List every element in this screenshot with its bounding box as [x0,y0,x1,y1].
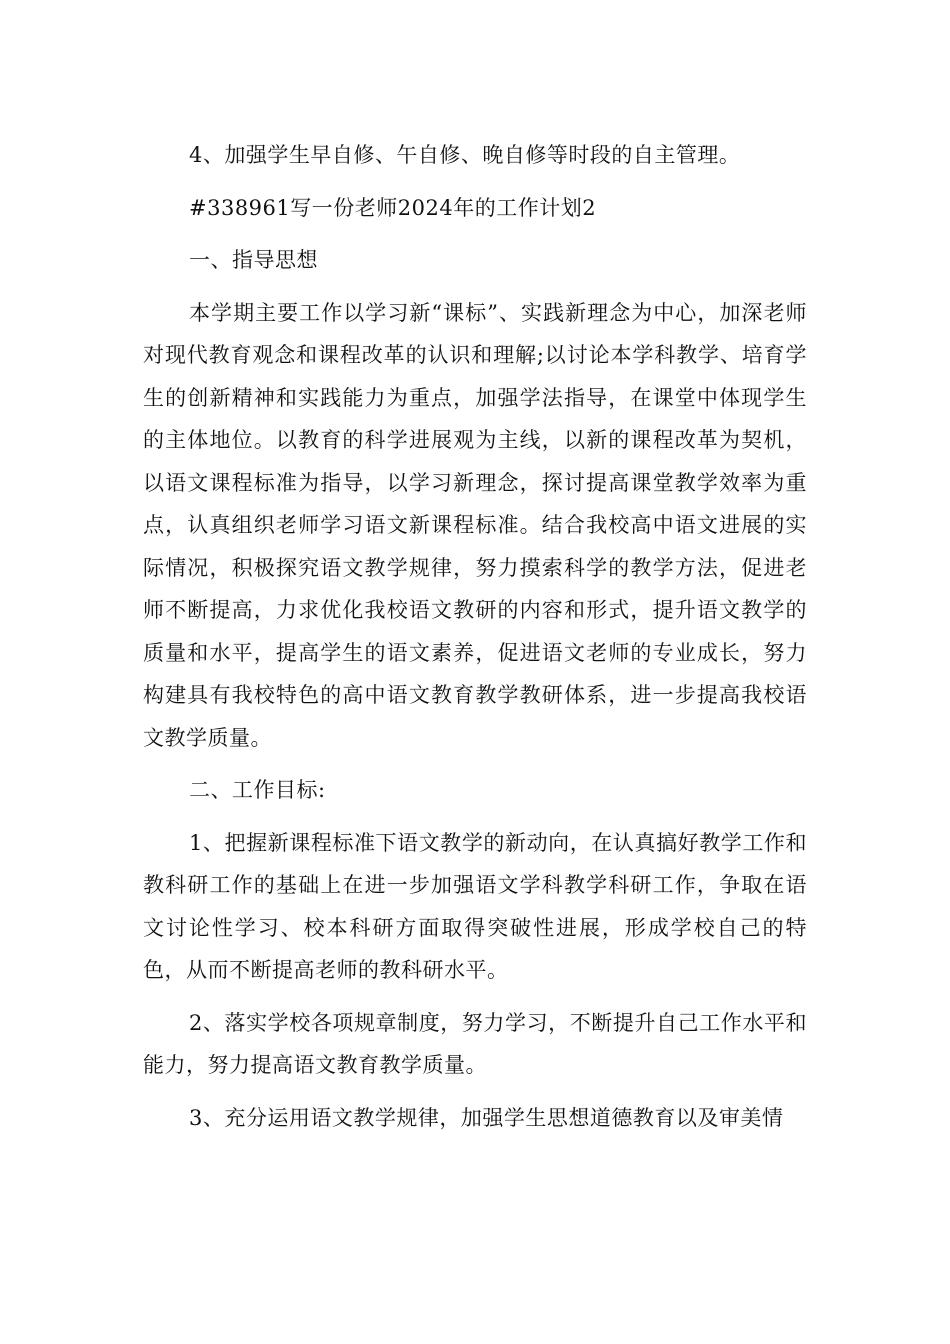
list-item-goal-3: 3、充分运用语文教学规律，加强学生思想道德教育以及审美情 [189,1105,784,1130]
list-item-goal-2: 2、落实学校各项规章制度，努力学习，不断提升自己工作水平和能力，努力提高语文教育教学质量。 [143,1010,807,1077]
document-title: #338961写一份老师2024年的工作计划2 [189,195,597,220]
list-item-self-management: 4、加强学生早自修、午自修、晚自修等时段的自主管理。 [189,143,741,167]
body-paragraph-guiding-thought: 本学期主要工作以学习新“课标”、实践新理念为中心，加深老师对现代教育观念和课程改革的认识和理解;以讨论本学科教学、培育学生的创新精神和实践能力为重点，加强学法指导，在课堂中体现学生的主体地位。以教育的科学进展观为主线，以新的课程改革为契机，以语文课程标准为指导，以学习新理念，探讨提高课堂教学效率为重点，认真组织老师学习语文新课程标准。结合我校高中语文进展的实际情况，积极探究语文教学规律，努力摸索科学的教学方法，促进老师不断提高，力求优化我校语文教研的内容和形式，提升语文教学的质量和水平，提高学生的语文素养，促进语文老师的专业成长，努力构建具有我校特色的高中语文教育教学教研体系，进一步提高我校语文教学质量。 [143,300,807,750]
document-body [143,134,807,1139]
section-heading-work-goals: 二、工作目标: [189,778,326,802]
list-item-goal-1: 1、把握新课程标准下语文教学的新动向，在认真搞好教学工作和教科研工作的基础上在进一步加强语文学科教学科研工作，争取在语文讨论性学习、校本科研方面取得突破性进展，形成学校自己的特色，从而不断提高老师的教科研水平。 [143,830,807,982]
section-heading-guiding-thought: 一、指导思想 [189,248,318,272]
